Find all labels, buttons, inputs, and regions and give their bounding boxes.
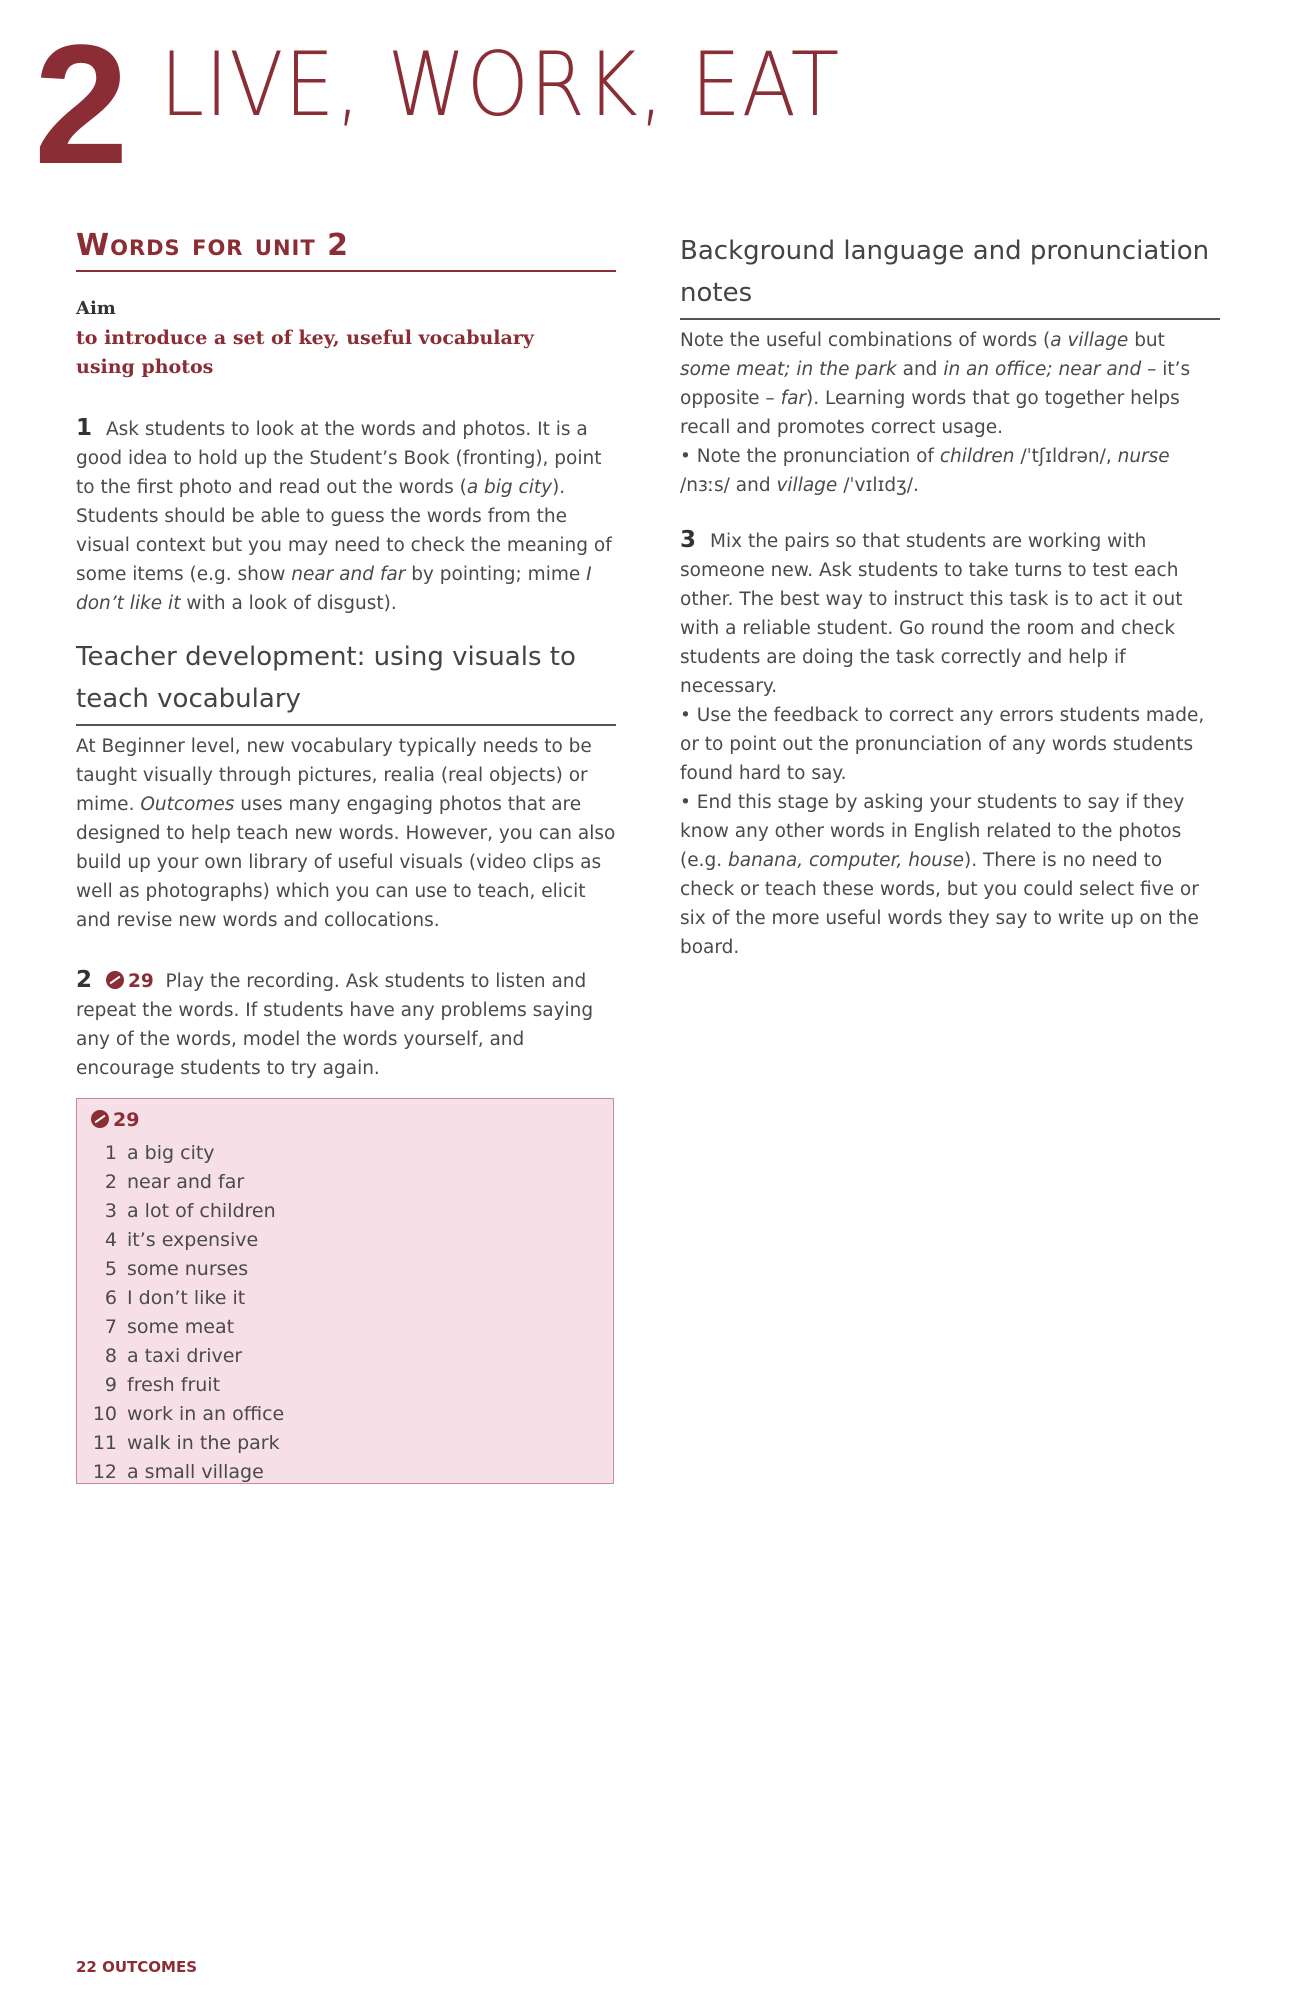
step-1-text: 1 Ask students to look at the words and photos. It is a good idea to hold up the Student’s Book (fronting), point to the first photo and read out the words (a big city). Students should be able to guess the words from the visual context but you may need to check the meaning of some items (e.g. show near and far by pointing; mime I don’t like it with a look of disgust). (76, 415, 612, 614)
list-item: 3 a lot of children (104, 1200, 276, 1222)
pronunciation-bullet: • Note the pronunciation of children /ˈtʃɪldrən/, nurse /nɜːs/ and village /ˈvɪlɪdʒ/. (680, 442, 1220, 500)
step-3 (680, 526, 1220, 962)
list-item: 11 walk in the park (92, 1432, 280, 1454)
audio-cd-icon (106, 971, 124, 989)
step-3-text: 3 Mix the pairs so that students are working with someone new. Ask students to take turns to test each other. The best way to instruct this task is to act it out with a reliable student. Go round the room and check students are doing the task correctly and help if necessary. (680, 527, 1183, 697)
list-item: 7 some meat (104, 1316, 235, 1338)
aim-text: to introduce a set of key, useful vocabulary using photos (76, 327, 534, 378)
list-item: 5 some nurses (104, 1258, 249, 1280)
step-number: 3 (680, 527, 697, 553)
page-number: 22 (76, 1958, 97, 1976)
audio-script-header: 29 (91, 1109, 139, 1131)
chapter-number: 2 (34, 10, 129, 200)
list-item: 6 I don’t like it (104, 1287, 246, 1309)
list-item: 2 near and far (104, 1171, 245, 1193)
audio-script-list (91, 1139, 284, 1487)
step-3-bullet-1: • Use the feedback to correct any errors students made, or to point out the pronunciation of any words students found hard to say. (680, 701, 1220, 788)
background-notes-text: Note the useful combinations of words (a village but some meat; in the park and in an office; near and – it’s opposite – far). Learning words that go together helps recall and promotes correct usage. (680, 330, 1191, 438)
chapter-title: LIVE, WORK, EAT (160, 33, 840, 136)
list-item: 1 a big city (104, 1142, 215, 1164)
list-item: 10 work in an office (92, 1403, 285, 1425)
audio-script-box (76, 1098, 614, 1484)
list-item: 9 fresh fruit (104, 1374, 221, 1396)
list-item: 4 it’s expensive (104, 1229, 259, 1251)
step-number: 2 (76, 967, 93, 993)
step-1 (76, 414, 616, 618)
section-heading: Words for unit 2 (76, 228, 616, 272)
step-number: 1 (76, 415, 93, 441)
page-footer (76, 1958, 197, 1976)
step-2-text: 2 29 Play the recording. Ask students to listen and repeat the words. If students have any problems saying any of the words, model the words yourself, and encourage students to try again. (76, 967, 594, 1079)
list-item: 12 a small village (92, 1461, 264, 1483)
step-3-bullet-2: • End this stage by asking your students to say if they know any other words in English related to the photos (e.g. banana, computer, house). There is no need to check or teach these words, but you could select five or six of the more useful words they say to write up on the board. (680, 788, 1220, 962)
aim-label: Aim (76, 298, 116, 319)
background-notes-title: Background language and pronunciation notes (680, 230, 1220, 320)
teacher-development-title: Teacher development: using visuals to teach vocabulary (76, 636, 616, 726)
teacher-development (76, 636, 616, 935)
audio-cd-icon (91, 1110, 109, 1128)
step-2 (76, 966, 616, 1083)
track-number: 29 (128, 971, 154, 992)
teacher-development-text: At Beginner level, new vocabulary typically needs to be taught visually through pictures, realia (real objects) or mime. Outcomes uses many engaging photos that are designed to help teach new words. However, you can also build up your own library of useful visuals (video clips as well as photographs) which you can use to teach, elicit and revise new words and collocations. (76, 736, 616, 931)
background-notes (680, 230, 1220, 500)
list-item: 8 a taxi driver (104, 1345, 243, 1367)
book-name: OUTCOMES (102, 1958, 198, 1976)
